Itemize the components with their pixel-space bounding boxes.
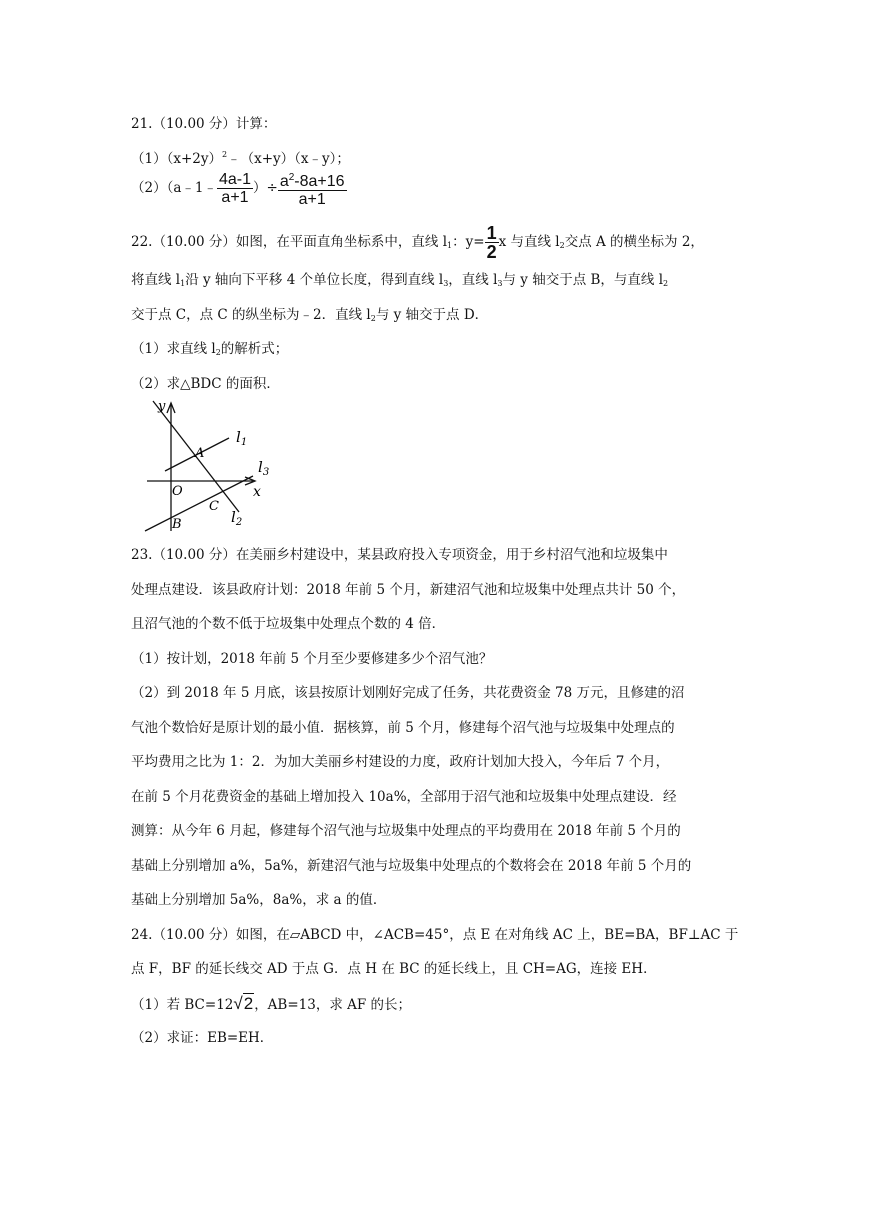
q24-line-2: 点 F，BF 的延长线交 AD 于点 G．点 H 在 BC 的延长线上，且 CH=AG，连接 EH．	[131, 961, 657, 977]
label-l3: $l_3$	[258, 458, 270, 478]
q23-line-7: 平均费用之比为 1：2．为加大美丽乡村建设的力度，政府计划加大投入，今年后 7 个月，	[131, 754, 670, 770]
coordinate-figure	[125, 397, 285, 537]
label-B: B	[172, 517, 182, 532]
q21-header: 21.（10.00 分）计算：	[131, 116, 277, 132]
label-y: y	[158, 399, 166, 414]
q22-line1: 22.（10.00 分）如图，在平面直角坐标系中，直线 $l_1$：y= $\frac{1}{2}$ x 与直线 $l_2$交点 A 的横坐标为 2，	[131, 223, 704, 262]
q22-part2: （2）求△BDC 的面积．	[131, 376, 280, 392]
label-O: O	[172, 484, 183, 499]
q22-line3: 交于点 C，点 C 的纵坐标为﹣2．直线 $l_2$与 y 轴交于点 D．	[131, 307, 489, 323]
q23-line-2: 处理点建设．该县政府计划：2018 年前 5 个月，新建沼气池和垃圾集中处理点共计 50 个，	[131, 582, 686, 598]
label-A: A	[195, 446, 205, 461]
q24-part2: （2）求证：EB=EH．	[131, 1030, 274, 1046]
q21-part2: （2）（a﹣1﹣ $\frac{4a-1}{a+1}$ ）÷ $\frac{a^2-8a+16}{a+1}$	[131, 171, 345, 208]
q23-line-5: （2）到 2018 年 5 月底，该县按原计划刚好完成了任务，共花费资金 78 万元，且修建的沼	[131, 685, 685, 701]
fraction-1: $\frac{4a-1}{a+1}$	[218, 171, 252, 206]
q23-line-11: 基础上分别增加 5a%，8a%，求 a 的值．	[131, 892, 387, 908]
q23-line-6: 气池个数恰好是原计划的最小值．据核算，前 5 个月，修建每个沼气池与垃圾集中处理点的	[131, 720, 675, 736]
q23-line-3: 且沼气池的个数不低于垃圾集中处理点个数的 4 倍．	[131, 616, 446, 632]
label-l1: $l_1$	[236, 428, 248, 448]
q23-line-9: 测算：从今年 6 月起，修建每个沼气池与垃圾集中处理点的平均费用在 2018 年前 5 个月的	[131, 823, 681, 839]
q24-part1: （1）若 BC=12√2，AB=13，求 AF 的长；	[131, 994, 412, 1013]
q22-part1: （1）求直线 $l_2$的解析式；	[131, 341, 289, 357]
q23-line-1: 23.（10.00 分）在美丽乡村建设中，某县政府投入专项资金，用于乡村沼气池和垃圾集中	[131, 547, 668, 563]
label-x: x	[253, 484, 261, 500]
q23-line-10: 基础上分别增加 a%，5a%，新建沼气池与垃圾集中处理点的个数将会在 2018 年前 5 个月的	[131, 858, 692, 874]
fraction-half: $\frac{1}{2}$	[486, 223, 497, 262]
sqrt-2: √2	[233, 994, 254, 1013]
q21-part1: $(1)(x+2y)^2﹣(x+y)(x﹣y)$；	[131, 150, 350, 167]
q23-line-8: 在前 5 个月花费资金的基础上增加投入 10a%，全部用于沼气池和垃圾集中处理点建设．经	[131, 789, 677, 805]
q23-line-4: （1）按计划，2018 年前 5 个月至少要修建多少个沼气池？	[131, 651, 493, 667]
q22-line2: 将直线 $l_1$沿 y 轴向下平移 4 个单位长度，得到直线 $l_3$，直线 $l_3$与 y 轴交于点 B，与直线 $l_2$	[131, 272, 669, 288]
q24-line-1: 24.（10.00 分）如图，在▱ABCD 中，∠ACB=45°，点 E 在对角线 AC 上，BE=BA，BF⊥AC 于	[131, 927, 739, 943]
fraction-2: $\frac{a^2-8a+16}{a+1}$	[278, 169, 347, 208]
label-l2: $l_2$	[231, 508, 243, 528]
label-C: C	[209, 499, 219, 514]
